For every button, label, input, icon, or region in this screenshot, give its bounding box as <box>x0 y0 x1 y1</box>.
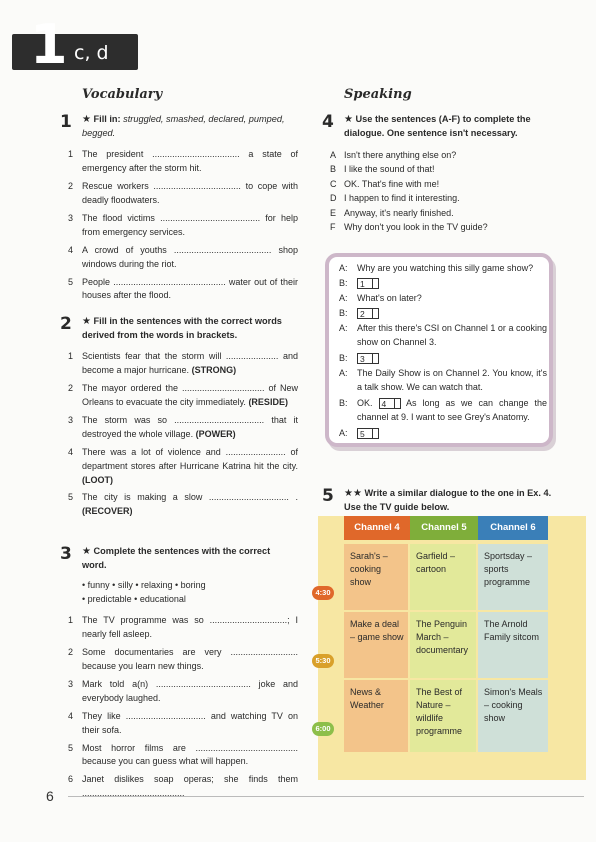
blank-sentence[interactable]: Janet dislikes soap operas; she finds them ......................................... <box>82 774 298 799</box>
tv-guide-cell: The Penguin March – documentary <box>410 612 476 678</box>
option-row: E Anyway, it's nearly finished. <box>330 207 454 218</box>
answer-box[interactable]: 5 <box>357 428 379 439</box>
footer-rule <box>68 796 584 797</box>
time-slot-badge: 5:30 <box>312 654 334 668</box>
blank-sentence[interactable]: Mark told a(n) ...................................... joke and everybody laughed. <box>82 678 298 703</box>
exercise-5-instruction: ★★ Write a similar dialogue to the one in Ex. 4. Use the TV guide below. <box>344 488 552 512</box>
exercise-3-word-bank <box>82 578 297 607</box>
unit-letters: c, d <box>74 42 109 64</box>
blank-sentence[interactable]: The mayor ordered the ................................. of New Orleans to evacuate the city immediately. <box>82 382 298 407</box>
prompt-word: (STRONG) <box>191 364 237 375</box>
dialogue-line: A: What's on later? <box>339 293 422 303</box>
option-row: C OK. That's fine with me! <box>330 178 440 189</box>
time-slot-badge: 4:30 <box>312 586 334 600</box>
exercise-2-number: 2 <box>60 314 72 334</box>
option-row: F Why don't you look in the TV guide? <box>330 221 488 232</box>
exercise-5-number: 5 <box>322 486 334 506</box>
blank-sentence[interactable]: The flood victims ........................................ for help from emergency services. <box>82 212 298 237</box>
list-item: 4 They like ................................ and watching TV on their sofa. <box>68 710 298 738</box>
option-row: D I happen to find it interesting. <box>330 193 460 204</box>
vocabulary-title: Vocabulary <box>82 87 163 102</box>
prompt-word: (POWER) <box>195 428 236 439</box>
tv-guide-cell: Sportsday – sports programme <box>478 544 548 610</box>
exercise-2-instruction: ★ Fill in the sentences with the correct words derived from the words in brackets. <box>82 316 282 340</box>
exercise-4-options <box>330 148 558 234</box>
list-item: 3 The flood victims ........................................ for help from emergency services. <box>68 212 298 240</box>
dialogue-line: A: The Daily Show is on Channel 2. You know, it's a talk show. We can watch that. <box>339 368 547 392</box>
list-item: 6 Janet dislikes soap operas; she finds them ......................................... <box>68 773 298 801</box>
list-item: 5 Most horror films are ......................................... because you can guess what will happen. <box>68 742 298 770</box>
blank-sentence[interactable]: Most horror films are ......................................... because you can guess what will happen. <box>82 742 298 767</box>
dialogue-line: B: 1 <box>339 277 547 291</box>
tv-guide-cell: The Best of Nature – wildlife programme <box>410 680 476 752</box>
word-bank-line: • funny • silly • relaxing • boring <box>82 580 206 590</box>
list-item: 4 There was a lot of violence and ........................ of department stores after Hurricane Katrina hit the city. (LOOT) <box>68 446 298 485</box>
dialogue-line: A: Why are you watching this silly game show? <box>339 263 534 273</box>
tv-guide-cell: Garfield – cartoon <box>410 544 476 610</box>
list-item: 2 Rescue workers ................................... to cope with deadly floodwaters. <box>68 180 298 208</box>
dialogue-line: B: OK. 4 As long as we can change the channel at 9. I want to see Grey's Anatomy. <box>339 398 547 422</box>
unit-number: 1 <box>30 13 68 76</box>
star-icon: ★ <box>82 114 91 125</box>
channel-6-header: Channel 6 <box>478 516 548 540</box>
exercise-3-instruction: ★ Complete the sentences with the correct word. <box>82 546 271 570</box>
star-icon: ★★ <box>344 488 362 499</box>
blank-sentence[interactable]: Rescue workers ................................... to cope with deadly floodwaters. <box>82 180 298 205</box>
exercise-1-instruction <box>82 112 297 141</box>
blank-sentence[interactable]: Scientists fear that the storm will ..................... and become a major hurricane. <box>82 351 298 375</box>
answer-box[interactable]: 4 <box>379 398 401 409</box>
list-item: 1 Scientists fear that the storm will ..................... and become a major hurricane. (STRONG) <box>68 351 298 375</box>
tv-guide-cell: Make a deal – game show <box>344 612 408 678</box>
dialogue-line: A: After this there's CSI on Channel 1 or a cooking show on Channel 3. <box>339 323 547 347</box>
list-item: 1 The president ................................... a state of emergency after the storm hit. <box>68 148 298 176</box>
exercise-1-instr-prefix: Fill in: <box>93 114 121 124</box>
exercise-3-items <box>68 614 298 805</box>
list-item: 3 The storm was so .................................... that it destroyed the whole village. (POWER) <box>68 414 298 439</box>
time-slot-badge: 6:00 <box>312 722 334 736</box>
prompt-word: (RESIDE) <box>248 396 288 407</box>
blank-sentence[interactable]: They like ................................ and watching TV on their sofa. <box>82 710 298 735</box>
star-icon: ★ <box>82 316 91 327</box>
list-item: 4 A crowd of youths ....................................... shop windows during the riot. <box>68 244 298 272</box>
prompt-word: (LOOT) <box>82 474 113 485</box>
dialogue-line: A: 5 <box>339 427 547 441</box>
answer-box[interactable]: 1 <box>357 278 379 289</box>
tv-guide-cell: News & Weather <box>344 680 408 752</box>
star-icon: ★ <box>82 546 91 557</box>
channel-5-header: Channel 5 <box>410 516 478 540</box>
list-item: 2 The mayor ordered the ................................. of New Orleans to evacuate the city immediately. (RESIDE) <box>68 382 298 407</box>
blank-sentence[interactable]: The city is making a slow ................................ . <box>82 492 298 503</box>
exercise-1-number: 1 <box>60 112 72 132</box>
dialogue-line: B: 3 <box>339 352 547 366</box>
dialogue-line: B: 2 <box>339 307 547 321</box>
word-bank-line: • predictable • educational <box>82 594 186 605</box>
list-item: 5 People ............................................. water out of their houses after the flood. <box>68 276 298 304</box>
blank-sentence[interactable]: People ............................................. water out of their houses after the flood. <box>82 276 298 301</box>
tv-guide <box>315 516 586 780</box>
exercise-1-items <box>68 148 298 307</box>
tv-guide-cell: Sarah's – cooking show <box>344 544 408 610</box>
prompt-word: (RECOVER) <box>82 506 133 517</box>
exercise-4-instruction: ★ Use the sentences (A-F) to complete the dialogue. One sentence isn't necessary. <box>344 114 531 138</box>
tv-guide-cell: The Arnold Family sitcom <box>478 612 548 678</box>
blank-sentence[interactable]: The TV programme was so ...............................; I nearly fell asleep. <box>82 615 298 639</box>
page-number: 6 <box>46 788 54 804</box>
star-icon: ★ <box>344 114 353 125</box>
dialogue-box <box>325 253 553 447</box>
answer-box[interactable]: 2 <box>357 308 379 319</box>
tv-guide-cell: Simon's Meals – cooking show <box>478 680 548 752</box>
exercise-1-word-list: struggled, smashed, declared, pumped, begged. <box>82 114 285 138</box>
blank-sentence[interactable]: There was a lot of violence and ........................ of department stores after Hurricane Katrina hit the city. <box>82 446 298 471</box>
list-item: 5 The city is making a slow ................................ . (RECOVER) <box>68 492 298 517</box>
unit-tab <box>12 13 138 76</box>
channel-4-header: Channel 4 <box>344 516 410 540</box>
blank-sentence[interactable]: A crowd of youths ....................................... shop windows during the riot. <box>82 244 298 269</box>
blank-sentence[interactable]: The president ................................... a state of emergency after the storm hit. <box>82 149 298 173</box>
blank-sentence[interactable]: The storm was so .................................... that it destroyed the whole village. <box>82 414 298 439</box>
option-row: A Isn't there anything else on? <box>330 150 457 160</box>
blank-sentence[interactable]: Some documentaries are very ........................... because you learn new things. <box>82 646 298 671</box>
exercise-3-number: 3 <box>60 544 72 564</box>
speaking-title: Speaking <box>344 87 412 102</box>
exercise-4-number: 4 <box>322 112 334 132</box>
list-item: 2 Some documentaries are very ........................... because you learn new things. <box>68 646 298 674</box>
exercise-2-items <box>68 350 298 523</box>
option-row: B I like the sound of that! <box>330 164 435 175</box>
list-item: 3 Mark told a(n) ...................................... joke and everybody laughed. <box>68 678 298 706</box>
list-item: 1 The TV programme was so ...............................; I nearly fell asleep. <box>68 614 298 642</box>
answer-box[interactable]: 3 <box>357 353 379 364</box>
